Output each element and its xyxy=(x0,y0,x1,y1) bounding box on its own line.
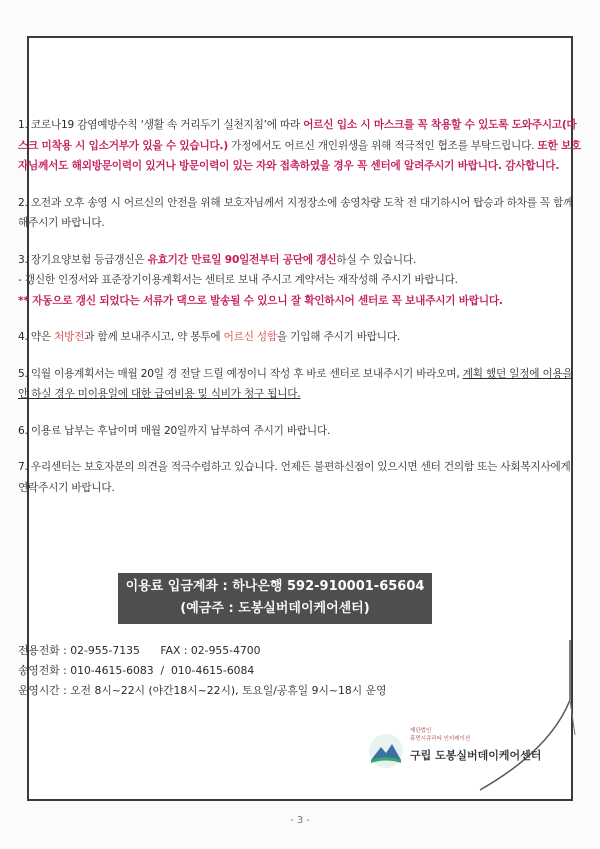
logo-subtitle-1: 재단법인 xyxy=(410,728,432,734)
notice-text-segment: 계획 했던 일정에 이용을 안 하실 경우 미이용일에 대한 급여비용 및 식비가 청구 됩니다. xyxy=(18,367,573,400)
notice-content xyxy=(18,115,582,514)
operating-hours-line: 운영시간 : 오전 8시~22시 (야간18시~22시), 토요일/공휴일 9시~18시 운영 xyxy=(18,684,387,697)
center-logo xyxy=(368,723,543,773)
notice-item-5 xyxy=(18,364,582,405)
notice-text-segment: - 갱신한 인정서와 표준장기이용계획서는 센터로 보내 주시고 계약서는 재작성해 주시기 바랍니다. xyxy=(18,274,458,286)
notice-text-segment: ** 자동으로 갱신 되었다는 서류가 댁으로 발송될 수 있으니 잘 확인하시어 센터로 꼭 보내주시기 바랍니다. xyxy=(18,294,503,307)
notice-text-segment: 과 함께 보내주시고, 약 봉투에 xyxy=(84,331,224,343)
mountain-logo-icon xyxy=(368,733,404,769)
notice-item-4 xyxy=(18,327,582,348)
notice-text-segment: 3. 장기요양보험 등급갱신은 xyxy=(18,253,148,266)
notice-item-1 xyxy=(18,115,582,177)
contact-info xyxy=(18,641,386,701)
notice-item-3 xyxy=(18,250,582,312)
notice-text-segment: 1. 코로나19 감염예방수칙 ‘생활 속 거리두기 실천지침’에 따라 xyxy=(18,119,304,131)
page-number: - 3 - xyxy=(290,815,310,826)
notice-text-segment: 어르신 입소 시 마스크를 꼭 착용할 수 있도록 도와주시고(마스크 미착용 시 입소거부가 있을 수 있습니다.) xyxy=(18,119,577,152)
notice-text-segment: 처방전 xyxy=(54,331,85,343)
notice-text-segment: 을 기입해 주시기 바랍니다. xyxy=(276,331,401,343)
notice-text-segment: 2. 오전과 오후 송영 시 어르신의 안전을 위해 보호자님께서 지정장소에 송영차량 도착 전 대기하시어 탑승과 하차를 꼭 함께 해주시기 바랍니다. xyxy=(18,196,574,229)
notice-item-7 xyxy=(18,457,582,498)
notice-text-segment: 5. 익월 이용계획서는 매월 20일 경 전달 드릴 예정이니 작성 후 바로 센터로 보내주시기 바라오며, xyxy=(18,367,463,380)
notice-text-segment: 하실 수 있습니다. xyxy=(336,253,417,266)
bank-account-box xyxy=(118,573,432,624)
notice-text-segment: 어르신 성함 xyxy=(223,331,277,343)
notice-text-segment: 가정에서도 어르신 개인위생을 위해 적극적인 협조를 부탁드립니다. xyxy=(228,139,538,152)
notice-item-6 xyxy=(18,421,582,442)
notice-item-2 xyxy=(18,193,582,234)
notice-text-segment: 6. 이용료 납부는 후납이며 매월 20일까지 납부하여 주시기 바랍니다. xyxy=(18,424,331,437)
transport-phone-line: 송영전화 : 010-4615-6083 / 010-4615-6084 xyxy=(18,664,255,677)
account-holder-line: (예금주 : 도봉실버데이케어센터) xyxy=(180,601,370,616)
logo-subtitle-2: 휴먼시큐리티 인더레이션 xyxy=(410,736,471,742)
notice-text-segment: 또한 보호자님께서도 해외방문이력이 있거나 방문이력이 있는 자와 접촉하였을 경우 꼭 센터에 알려주시기 바랍니다. 감사합니다. xyxy=(18,139,582,172)
notice-text-segment: 7. 우리센터는 보호자분의 의견을 적극수렴하고 있습니다. 언제든 불편하신점이 있으시면 센터 건의함 또는 사회복지사에게 연락주시기 바랍니다. xyxy=(18,461,571,494)
phone-fax-line: 전용전화 : 02-955-7135 FAX : 02-955-4700 xyxy=(18,644,261,657)
bank-account-line: 이용료 입금계좌 : 하나은행 592-910001-65604 xyxy=(125,579,425,594)
notice-text-segment: 유효기간 만료일 90일전부터 공단에 갱신 xyxy=(147,253,337,266)
logo-subtitle xyxy=(410,727,470,743)
center-name: 구립 도봉실버데이케어센터 xyxy=(410,749,542,762)
notice-text-segment: 4. 약은 xyxy=(18,331,55,343)
